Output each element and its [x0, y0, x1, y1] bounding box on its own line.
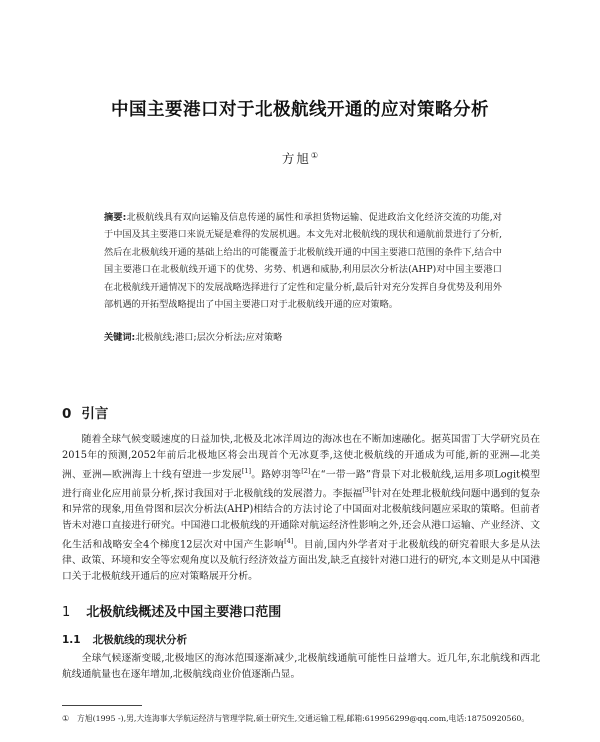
intro-text-4: 针对在处理北极航线问题中遇到的复杂和异常的现象,用鱼骨图和层次分析法(AHP)相结合的方法讨论了中国面对北极航线问题应采取的策略。但前者皆未对港口直接进行研究。中国港口北极航线的开通除对航运经济性影响之外,还会从港口运输、产业经济、文化生活和战略安全4个梯度12层次对中国产生影响 — [62, 488, 540, 551]
section-number: 1 — [62, 605, 71, 620]
section-heading-introduction — [62, 402, 108, 422]
author-name: 方旭 — [281, 151, 311, 166]
subsection-number: 1.1 — [62, 634, 81, 646]
intro-text-5: 。目前,国内外学者对于北极航线的研究着眼大多是从法律、政策、环境和安全等宏观角度以及航行经济效益方面出发,缺乏直接针对港口进行的研究,本文则是从中国港口关于北极航线开通后的应对策略展开分析。 — [62, 539, 540, 583]
intro-text-3: 在“一带一路”背景下对北极航线,运用多项Logit模型进行商业化应用前景分析,探讨我国对于北极航线的发展潜力。李振福 — [62, 469, 541, 500]
citation-4: [4] — [284, 536, 294, 545]
section-title: 北极航线概述及中国主要港口范围 — [86, 605, 282, 620]
intro-text-2: 。路婷羽等 — [251, 469, 302, 481]
footnote-text: 方旭(1995 -),男,大连海事大学航运经济与管理学院,硕士研究生,交通运输工程,邮箱:619956299@qq.com,电话:18750920560。 — [77, 714, 530, 723]
footnote-mark: ① — [62, 714, 69, 723]
citation-1: [1] — [241, 466, 252, 475]
abstract-label: 摘要: — [104, 212, 127, 223]
subsection-title: 北极航线的现状分析 — [92, 634, 188, 646]
intro-paragraph — [62, 432, 540, 585]
citation-2: [2] — [301, 466, 311, 475]
keywords — [104, 329, 502, 346]
keywords-text: 北极航线;港口;层次分析法;应对策略 — [135, 332, 283, 343]
section-title: 引言 — [81, 406, 109, 422]
author-footnote-mark: ① — [310, 150, 319, 160]
citation-3: [3] — [362, 485, 372, 494]
paper-title: 中国主要港口对于北极航线开通的应对策略分析 — [111, 100, 489, 120]
author-line — [0, 149, 600, 167]
section-1-1-paragraph: 全球气候逐渐变暖,北极地区的海冰范围逐渐减少,北极航线通航可能性日益增大。近几年,东北航线和西北航线通航量也在逐年增加,北极航线商业价值逐渐凸显。 — [62, 653, 540, 680]
section-heading-1 — [62, 601, 281, 620]
abstract — [104, 209, 502, 313]
keywords-label: 关键词: — [104, 332, 136, 343]
footnote-divider — [62, 705, 142, 706]
subsection-heading-1-1 — [62, 632, 187, 647]
footnote — [62, 712, 540, 725]
intro-text-1: 随着全球气候变暖速度的日益加快,北极及北冰洋周边的海冰也在不断加速融化。据英国雷丁大学研究员在2015年的预测,2052年前后北极地区将会出现首个无冰夏季,这使北极航线的开通成为可能,新的亚洲—北美洲、亚洲—欧洲海上十线有望进一步发展 — [62, 434, 540, 481]
abstract-text: 北极航线具有双向运输及信息传递的属性和承担货物运输、促进政治文化经济交流的功能,对于中国及其主要港口来说无疑是难得的发展机遇。本文先对北极航线的现状和通航前景进行了分析,然后在北极航线开通的基础上给出的可能覆盖于北极航线开通的中国主要港口范围的条件下,结合中国主要港口在北极航线开通下的优势、劣势、机遇和威胁,利用层次分析法(AHP)对中国主要港口在北极航线开通情况下的发展战略选择进行了定性和定量分析,最后针对充分发挥自身优势及利用外部机遇的开拓型战略提出了中国主要港口对于北极航线开通的应对策略。 — [104, 212, 502, 311]
section-number: 0 — [62, 406, 72, 422]
